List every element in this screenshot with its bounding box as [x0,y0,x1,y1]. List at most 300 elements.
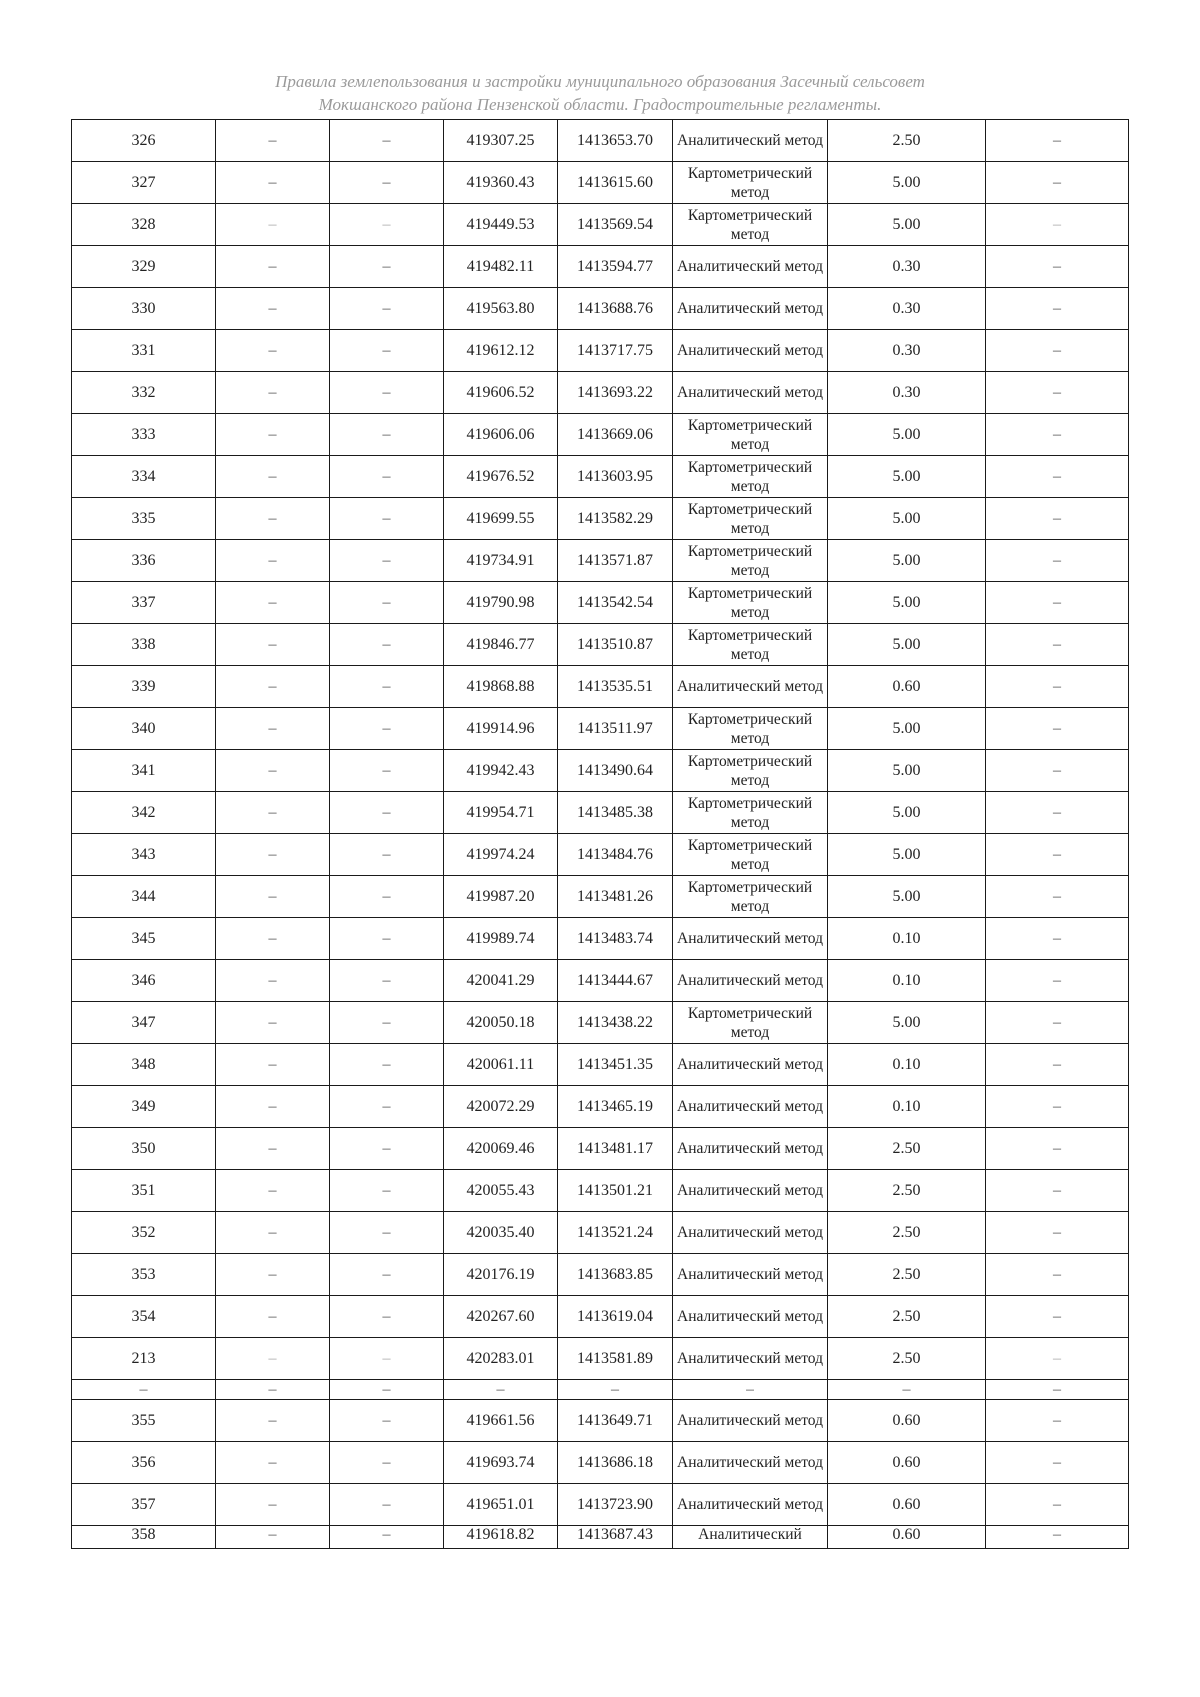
table-row [72,1002,1129,1044]
method-cell: Аналитический метод [673,918,828,960]
old-x-cell: – [216,624,330,666]
x-coordinate-cell: 419651.01 [444,1484,558,1526]
old-y-cell: – [330,1442,444,1484]
point-number-cell: 342 [72,792,216,834]
accuracy-cell: 5.00 [828,708,986,750]
method-cell: – [673,1380,828,1400]
method-cell: Картометрический метод [673,708,828,750]
x-coordinate-cell: 419699.55 [444,498,558,540]
y-coordinate-cell: 1413535.51 [558,666,673,708]
old-x-cell: – [216,288,330,330]
y-coordinate-cell: 1413594.77 [558,246,673,288]
y-coordinate-cell: 1413669.06 [558,414,673,456]
old-y-cell: – [330,918,444,960]
accuracy-cell: 5.00 [828,792,986,834]
description-cell: – [986,498,1129,540]
table-row [72,792,1129,834]
old-x-cell: – [216,414,330,456]
method-cell: Аналитический метод [673,246,828,288]
x-coordinate-cell: 419974.24 [444,834,558,876]
old-x-cell: – [216,960,330,1002]
old-y-cell: – [330,498,444,540]
point-number-cell: 338 [72,624,216,666]
x-coordinate-cell: 419606.06 [444,414,558,456]
method-cell: Аналитический метод [673,1128,828,1170]
x-coordinate-cell: 420283.01 [444,1338,558,1380]
description-cell: – [986,918,1129,960]
old-y-cell: – [330,1170,444,1212]
y-coordinate-cell: 1413444.67 [558,960,673,1002]
accuracy-cell: 0.60 [828,1442,986,1484]
y-coordinate-cell: 1413653.70 [558,120,673,162]
description-cell: – [986,1296,1129,1338]
description-cell: – [986,876,1129,918]
x-coordinate-cell: 419612.12 [444,330,558,372]
table-row [72,456,1129,498]
table-row [72,834,1129,876]
old-x-cell: – [216,1526,330,1549]
accuracy-cell: 5.00 [828,624,986,666]
method-cell: Аналитический [673,1526,828,1549]
point-number-cell: 327 [72,162,216,204]
point-number-cell: 355 [72,1400,216,1442]
table-row [72,372,1129,414]
method-cell: Картометрический метод [673,624,828,666]
x-coordinate-cell: 419914.96 [444,708,558,750]
y-coordinate-cell: 1413683.85 [558,1254,673,1296]
description-cell: – [986,414,1129,456]
y-coordinate-cell: 1413615.60 [558,162,673,204]
old-x-cell: – [216,1128,330,1170]
description-cell: – [986,834,1129,876]
point-number-cell: 348 [72,1044,216,1086]
x-coordinate-cell: 420050.18 [444,1002,558,1044]
method-cell: Картометрический метод [673,750,828,792]
description-cell: – [986,960,1129,1002]
description-cell: – [986,162,1129,204]
table-row [72,960,1129,1002]
table-row [72,1380,1129,1400]
old-x-cell: – [216,162,330,204]
table-row [72,876,1129,918]
table-body [72,120,1129,1549]
table-row [72,540,1129,582]
point-number-cell: 328 [72,204,216,246]
accuracy-cell: 0.30 [828,288,986,330]
method-cell: Картометрический метод [673,792,828,834]
table-row [72,1254,1129,1296]
old-x-cell: – [216,372,330,414]
point-number-cell: 357 [72,1484,216,1526]
y-coordinate-cell: 1413687.43 [558,1526,673,1549]
old-x-cell: – [216,1400,330,1442]
accuracy-cell: 0.10 [828,918,986,960]
description-cell: – [986,288,1129,330]
description-cell: – [986,120,1129,162]
table-row [72,624,1129,666]
y-coordinate-cell: 1413465.19 [558,1086,673,1128]
point-number-cell: 358 [72,1526,216,1549]
point-number-cell: 330 [72,288,216,330]
table-row [72,414,1129,456]
method-cell: Аналитический метод [673,330,828,372]
table-row [72,1400,1129,1442]
x-coordinate-cell: 420061.11 [444,1044,558,1086]
description-cell: – [986,1044,1129,1086]
old-x-cell: – [216,204,330,246]
old-x-cell: – [216,792,330,834]
point-number-cell: 340 [72,708,216,750]
table-row [72,498,1129,540]
old-y-cell: – [330,204,444,246]
accuracy-cell: 0.30 [828,372,986,414]
point-number-cell: 354 [72,1296,216,1338]
old-y-cell: – [330,1002,444,1044]
y-coordinate-cell: 1413582.29 [558,498,673,540]
old-x-cell: – [216,666,330,708]
old-x-cell: – [216,708,330,750]
accuracy-cell: 2.50 [828,120,986,162]
old-x-cell: – [216,1484,330,1526]
old-y-cell: – [330,288,444,330]
y-coordinate-cell: 1413693.22 [558,372,673,414]
table-row [72,1484,1129,1526]
method-cell: Аналитический метод [673,1170,828,1212]
old-x-cell: – [216,876,330,918]
description-cell: – [986,1002,1129,1044]
x-coordinate-cell: 419734.91 [444,540,558,582]
table-row [72,288,1129,330]
accuracy-cell: – [828,1380,986,1400]
method-cell: Аналитический метод [673,120,828,162]
point-number-cell: 336 [72,540,216,582]
accuracy-cell: 5.00 [828,582,986,624]
table-row [72,1044,1129,1086]
y-coordinate-cell: 1413485.38 [558,792,673,834]
description-cell: – [986,1254,1129,1296]
description-cell: – [986,1338,1129,1380]
x-coordinate-cell: 419676.52 [444,456,558,498]
accuracy-cell: 0.10 [828,1086,986,1128]
accuracy-cell: 0.60 [828,666,986,708]
old-x-cell: – [216,1212,330,1254]
old-y-cell: – [330,372,444,414]
x-coordinate-cell: 419618.82 [444,1526,558,1549]
point-number-cell: 350 [72,1128,216,1170]
old-x-cell: – [216,330,330,372]
table-row [72,1086,1129,1128]
old-y-cell: – [330,792,444,834]
old-y-cell: – [330,120,444,162]
table-row [72,162,1129,204]
table-row [72,750,1129,792]
x-coordinate-cell: 419987.20 [444,876,558,918]
old-y-cell: – [330,246,444,288]
old-y-cell: – [330,1400,444,1442]
point-number-cell: 339 [72,666,216,708]
accuracy-cell: 2.50 [828,1170,986,1212]
description-cell: – [986,1400,1129,1442]
x-coordinate-cell: 419307.25 [444,120,558,162]
point-number-cell: 337 [72,582,216,624]
old-y-cell: – [330,960,444,1002]
y-coordinate-cell: 1413481.26 [558,876,673,918]
old-y-cell: – [330,456,444,498]
accuracy-cell: 0.30 [828,246,986,288]
accuracy-cell: 5.00 [828,162,986,204]
x-coordinate-cell: 419868.88 [444,666,558,708]
method-cell: Картометрический метод [673,1002,828,1044]
description-cell: – [986,540,1129,582]
old-y-cell: – [330,162,444,204]
x-coordinate-cell: 419482.11 [444,246,558,288]
method-cell: Аналитический метод [673,1086,828,1128]
old-x-cell: – [216,1380,330,1400]
accuracy-cell: 5.00 [828,456,986,498]
accuracy-cell: 0.60 [828,1484,986,1526]
old-y-cell: – [330,1484,444,1526]
x-coordinate-cell: 419790.98 [444,582,558,624]
point-number-cell: 331 [72,330,216,372]
y-coordinate-cell: 1413501.21 [558,1170,673,1212]
x-coordinate-cell: 419606.52 [444,372,558,414]
old-y-cell: – [330,414,444,456]
old-y-cell: – [330,1254,444,1296]
x-coordinate-cell: 419989.74 [444,918,558,960]
old-y-cell: – [330,624,444,666]
point-number-cell: 347 [72,1002,216,1044]
point-number-cell: 349 [72,1086,216,1128]
x-coordinate-cell: 419954.71 [444,792,558,834]
point-number-cell: 329 [72,246,216,288]
x-coordinate-cell: 420035.40 [444,1212,558,1254]
method-cell: Картометрический метод [673,162,828,204]
method-cell: Аналитический метод [673,1212,828,1254]
x-coordinate-cell: 420267.60 [444,1296,558,1338]
method-cell: Аналитический метод [673,1442,828,1484]
old-x-cell: – [216,582,330,624]
method-cell: Картометрический метод [673,456,828,498]
point-number-cell: 326 [72,120,216,162]
description-cell: – [986,372,1129,414]
description-cell: – [986,624,1129,666]
accuracy-cell: 5.00 [828,414,986,456]
old-y-cell: – [330,876,444,918]
method-cell: Аналитический метод [673,1338,828,1380]
old-y-cell: – [330,1128,444,1170]
point-number-cell: 334 [72,456,216,498]
old-x-cell: – [216,750,330,792]
table-row [72,1212,1129,1254]
old-y-cell: – [330,1212,444,1254]
method-cell: Аналитический метод [673,372,828,414]
y-coordinate-cell: 1413688.76 [558,288,673,330]
old-y-cell: – [330,1380,444,1400]
point-number-cell: 333 [72,414,216,456]
old-y-cell: – [330,1338,444,1380]
x-coordinate-cell: 419449.53 [444,204,558,246]
x-coordinate-cell: 419360.43 [444,162,558,204]
description-cell: – [986,750,1129,792]
y-coordinate-cell: 1413581.89 [558,1338,673,1380]
method-cell: Картометрический метод [673,540,828,582]
old-y-cell: – [330,582,444,624]
point-number-cell: 352 [72,1212,216,1254]
old-x-cell: – [216,1002,330,1044]
y-coordinate-cell: 1413483.74 [558,918,673,960]
old-x-cell: – [216,1296,330,1338]
header-line-1: Правила землепользования и застройки муниципального образования Засечный сельсовет [275,72,925,91]
old-x-cell: – [216,1254,330,1296]
y-coordinate-cell: 1413649.71 [558,1400,673,1442]
description-cell: – [986,1086,1129,1128]
point-number-cell: 351 [72,1170,216,1212]
table-row [72,1296,1129,1338]
old-x-cell: – [216,1044,330,1086]
method-cell: Картометрический метод [673,834,828,876]
method-cell: Картометрический метод [673,498,828,540]
x-coordinate-cell: 420176.19 [444,1254,558,1296]
method-cell: Аналитический метод [673,666,828,708]
accuracy-cell: 5.00 [828,834,986,876]
table-row [72,246,1129,288]
description-cell: – [986,246,1129,288]
point-number-cell: 346 [72,960,216,1002]
table-row [72,708,1129,750]
description-cell: – [986,708,1129,750]
y-coordinate-cell: 1413484.76 [558,834,673,876]
old-x-cell: – [216,918,330,960]
description-cell: – [986,330,1129,372]
method-cell: Картометрический метод [673,414,828,456]
description-cell: – [986,1484,1129,1526]
y-coordinate-cell: 1413723.90 [558,1484,673,1526]
point-number-cell: 341 [72,750,216,792]
accuracy-cell: 2.50 [828,1212,986,1254]
old-x-cell: – [216,1338,330,1380]
x-coordinate-cell: 419661.56 [444,1400,558,1442]
y-coordinate-cell: 1413717.75 [558,330,673,372]
y-coordinate-cell: 1413511.97 [558,708,673,750]
table-row [72,1128,1129,1170]
table-row [72,918,1129,960]
description-cell: – [986,204,1129,246]
accuracy-cell: 5.00 [828,498,986,540]
x-coordinate-cell: 420055.43 [444,1170,558,1212]
method-cell: Картометрический метод [673,582,828,624]
method-cell: Картометрический метод [673,204,828,246]
point-number-cell: 356 [72,1442,216,1484]
y-coordinate-cell: 1413438.22 [558,1002,673,1044]
old-y-cell: – [330,666,444,708]
y-coordinate-cell: 1413490.64 [558,750,673,792]
table-row [72,666,1129,708]
accuracy-cell: 5.00 [828,540,986,582]
old-x-cell: – [216,246,330,288]
x-coordinate-cell: 420072.29 [444,1086,558,1128]
old-x-cell: – [216,498,330,540]
description-cell: – [986,1442,1129,1484]
description-cell: – [986,1380,1129,1400]
x-coordinate-cell: 419693.74 [444,1442,558,1484]
header-line-2: Мокшанского района Пензенской области. Градостроительные регламенты. [318,95,882,114]
accuracy-cell: 2.50 [828,1296,986,1338]
y-coordinate-cell: 1413686.18 [558,1442,673,1484]
y-coordinate-cell: 1413603.95 [558,456,673,498]
y-coordinate-cell: 1413619.04 [558,1296,673,1338]
old-y-cell: – [330,708,444,750]
page-header [150,70,1050,116]
method-cell: Аналитический метод [673,960,828,1002]
old-x-cell: – [216,1086,330,1128]
old-x-cell: – [216,540,330,582]
method-cell: Аналитический метод [673,1044,828,1086]
point-number-cell: 353 [72,1254,216,1296]
table-row [72,330,1129,372]
method-cell: Аналитический метод [673,1400,828,1442]
table-row [72,1170,1129,1212]
accuracy-cell: 2.50 [828,1338,986,1380]
method-cell: Картометрический метод [673,876,828,918]
table-row [72,582,1129,624]
description-cell: – [986,792,1129,834]
accuracy-cell: 0.60 [828,1400,986,1442]
accuracy-cell: 0.30 [828,330,986,372]
y-coordinate-cell: 1413451.35 [558,1044,673,1086]
description-cell: – [986,666,1129,708]
table-row [72,1338,1129,1380]
old-y-cell: – [330,834,444,876]
x-coordinate-cell: 420041.29 [444,960,558,1002]
point-number-cell: 344 [72,876,216,918]
accuracy-cell: 0.60 [828,1526,986,1549]
table-row [72,204,1129,246]
old-y-cell: – [330,540,444,582]
accuracy-cell: 2.50 [828,1254,986,1296]
old-y-cell: – [330,1086,444,1128]
y-coordinate-cell: 1413521.24 [558,1212,673,1254]
method-cell: Аналитический метод [673,1254,828,1296]
method-cell: Аналитический метод [673,1296,828,1338]
old-x-cell: – [216,456,330,498]
accuracy-cell: 5.00 [828,876,986,918]
description-cell: – [986,1128,1129,1170]
y-coordinate-cell: 1413542.54 [558,582,673,624]
old-y-cell: – [330,750,444,792]
description-cell: – [986,1526,1129,1549]
table-row [72,1526,1129,1549]
description-cell: – [986,1170,1129,1212]
accuracy-cell: 2.50 [828,1128,986,1170]
accuracy-cell: 0.10 [828,1044,986,1086]
method-cell: Аналитический метод [673,288,828,330]
y-coordinate-cell: 1413571.87 [558,540,673,582]
method-cell: Аналитический метод [673,1484,828,1526]
table-row [72,120,1129,162]
old-x-cell: – [216,834,330,876]
x-coordinate-cell: 419942.43 [444,750,558,792]
description-cell: – [986,1212,1129,1254]
x-coordinate-cell: 420069.46 [444,1128,558,1170]
y-coordinate-cell: 1413569.54 [558,204,673,246]
old-y-cell: – [330,1296,444,1338]
y-coordinate-cell: 1413481.17 [558,1128,673,1170]
description-cell: – [986,456,1129,498]
y-coordinate-cell: 1413510.87 [558,624,673,666]
x-coordinate-cell: 419846.77 [444,624,558,666]
accuracy-cell: 5.00 [828,204,986,246]
accuracy-cell: 0.10 [828,960,986,1002]
